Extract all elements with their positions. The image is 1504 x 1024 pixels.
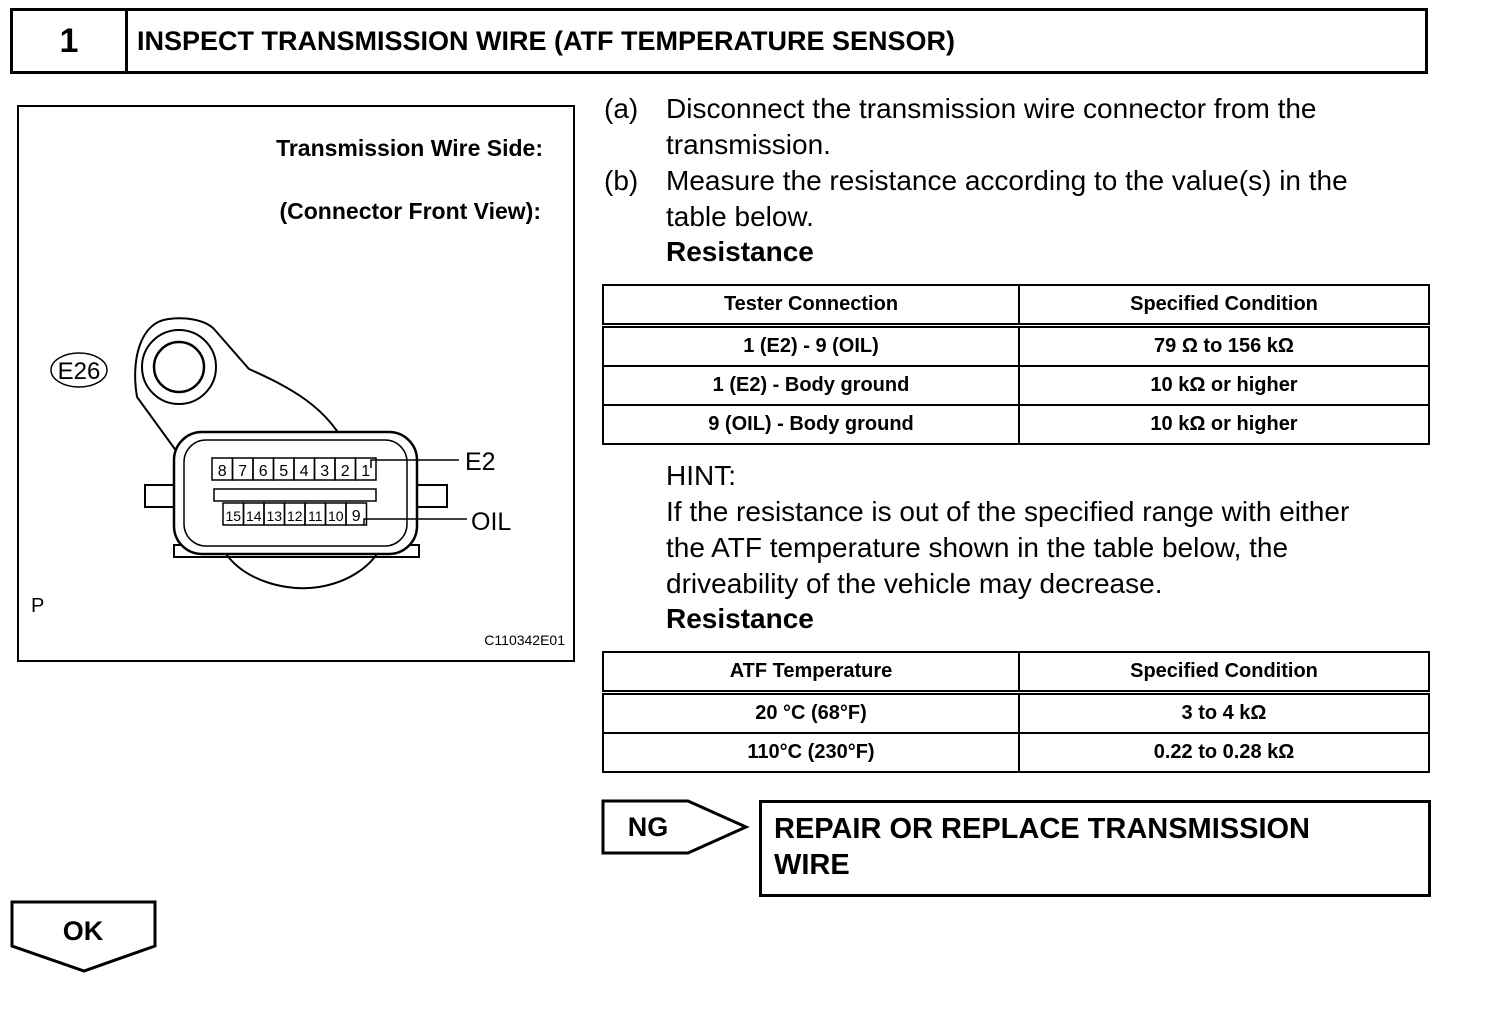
step-b-line2: table below. — [666, 201, 814, 232]
connector-pin-label: 11 — [307, 508, 323, 524]
table2-cell: 0.22 to 0.28 kΩ — [1019, 733, 1429, 772]
ng-action-line1: REPAIR OR REPLACE TRANSMISSION — [774, 813, 1311, 845]
figure-label-view: (Connector Front View): — [279, 198, 541, 224]
table1-cell: 1 (E2) - 9 (OIL) — [603, 326, 1019, 367]
resistance-heading-1: Resistance — [666, 236, 814, 267]
figure-label-side: Transmission Wire Side: — [276, 135, 543, 161]
table1-header-col2: Specified Condition — [1019, 285, 1429, 326]
connector-pin-label: 3 — [320, 463, 330, 480]
connector-id-text: E26 — [57, 358, 101, 385]
step-header — [10, 8, 1428, 74]
connector-figure — [17, 105, 575, 662]
connector-tab-left — [145, 485, 177, 507]
connector-pin-label: 12 — [286, 508, 303, 524]
ng-action-line2: WIRE — [774, 849, 850, 881]
resistance-table-1 — [602, 284, 1430, 445]
step-a-line1: Disconnect the transmission wire connector from the — [666, 93, 1317, 124]
connector-pin-label: 7 — [238, 463, 248, 480]
ok-label: OK — [62, 916, 104, 946]
table-row — [603, 366, 1429, 405]
table2-header-col1: ATF Temperature — [603, 652, 1019, 693]
step-b-line1: Measure the resistance according to the value(s) in the — [666, 165, 1348, 196]
table2-cell: 20 °C (68°F) — [603, 693, 1019, 734]
table-row — [603, 405, 1429, 444]
hint-line1: If the resistance is out of the specified range with either — [666, 496, 1350, 527]
connector-pin-label: 4 — [299, 463, 309, 480]
ok-arrow[interactable] — [9, 899, 161, 977]
connector-pin-label: 2 — [340, 463, 350, 480]
connector-pin-label: 15 — [225, 508, 242, 524]
hint-line3: driveability of the vehicle may decrease. — [666, 568, 1163, 599]
figure-corner-mark: P — [31, 595, 45, 617]
callout-oil-label: OIL — [471, 508, 512, 536]
step-title: INSPECT TRANSMISSION WIRE (ATF TEMPERATURE SENSOR) — [137, 25, 956, 56]
table1-cell: 10 kΩ or higher — [1019, 405, 1429, 444]
step-a-line2: transmission. — [666, 129, 831, 160]
connector-tab-right — [415, 485, 447, 507]
ng-arrow[interactable] — [600, 798, 752, 860]
table1-cell: 1 (E2) - Body ground — [603, 366, 1019, 405]
connector-housing-outer — [174, 432, 417, 554]
ng-action-box — [759, 800, 1431, 897]
connector-pin-label: 13 — [266, 508, 283, 524]
connector-pin-label: 6 — [258, 463, 268, 480]
step-a-letter: (a) — [604, 93, 639, 124]
table2-cell: 3 to 4 kΩ — [1019, 693, 1429, 734]
resistance-table-2 — [602, 651, 1430, 773]
table-row — [603, 693, 1429, 734]
resistance-heading-2: Resistance — [666, 603, 814, 634]
connector-pin-label: 14 — [245, 508, 262, 524]
connector-drawing — [19, 107, 573, 660]
hint-line2: the ATF temperature shown in the table below, the — [666, 532, 1289, 563]
table-row — [603, 733, 1429, 772]
table1-header-col1: Tester Connection — [603, 285, 1019, 326]
ng-arrow-shape — [603, 801, 746, 853]
table1-cell: 9 (OIL) - Body ground — [603, 405, 1019, 444]
table1-cell: 79 Ω to 156 kΩ — [1019, 326, 1429, 367]
connector-pin-label: 9 — [351, 508, 361, 525]
table-row — [603, 326, 1429, 367]
connector-pin-label: 5 — [279, 463, 289, 480]
figure-code: C110342E01 — [484, 632, 565, 648]
bracket-hole-inner — [154, 342, 204, 392]
ng-label: NG — [627, 812, 669, 842]
callout-e2-label: E2 — [465, 448, 496, 476]
step-number: 1 — [13, 11, 128, 71]
table2-header-col2: Specified Condition — [1019, 652, 1429, 693]
connector-pin-label: 1 — [361, 463, 371, 480]
connector-pin-label: 10 — [327, 508, 344, 524]
table1-cell: 10 kΩ or higher — [1019, 366, 1429, 405]
table2-cell: 110°C (230°F) — [603, 733, 1019, 772]
connector-pin-label: 8 — [217, 463, 227, 480]
step-b-letter: (b) — [604, 165, 639, 196]
hint-label: HINT: — [666, 460, 736, 491]
